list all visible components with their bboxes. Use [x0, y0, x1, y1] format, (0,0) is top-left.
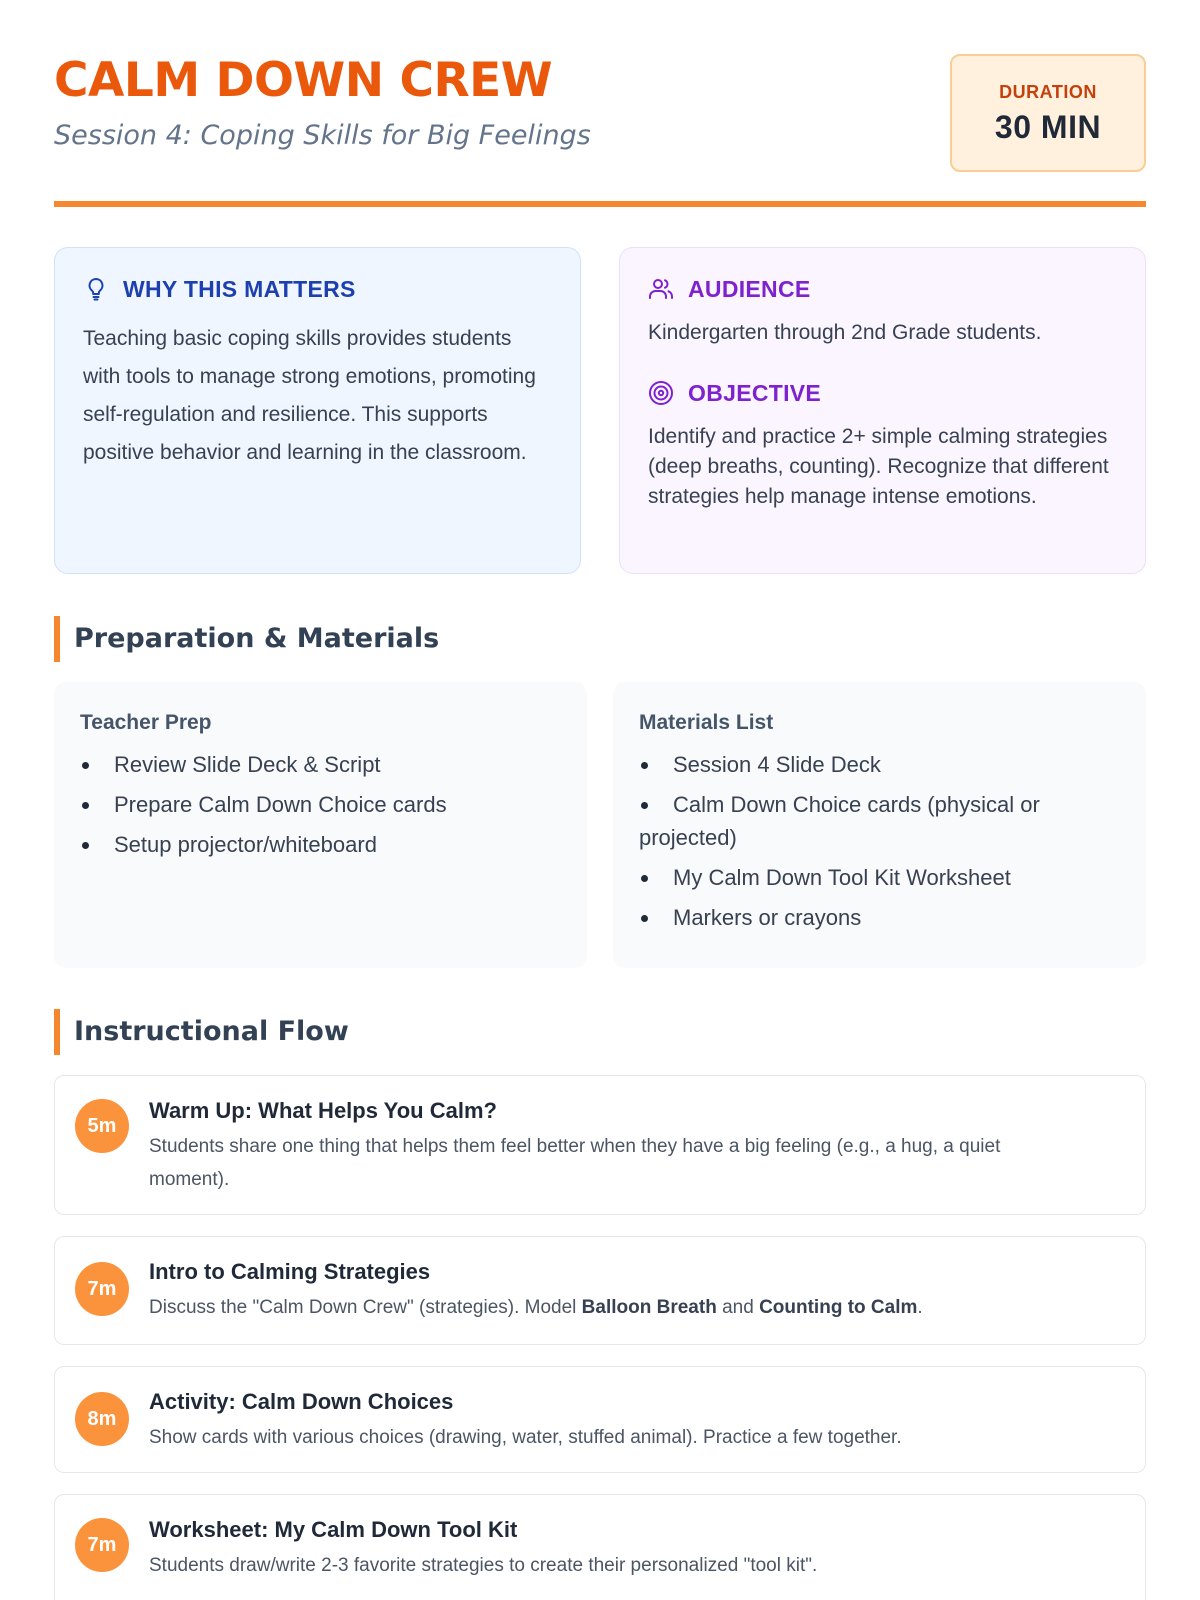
list-item: Markers or crayons [639, 901, 1120, 934]
step-description-text: Students share one thing that helps them feel better when they have a big feeling (e.g., a hug, a quiet moment). [149, 1136, 1001, 1190]
step-description [149, 1291, 1085, 1324]
audience-heading-label: AUDIENCE [688, 275, 811, 302]
time-badge: 8m [75, 1392, 129, 1446]
step-description-text: Show cards with various choices (drawing, water, stuffed animal). Practice a few together. [149, 1427, 902, 1448]
step-title: Warm Up: What Helps You Calm? [149, 1098, 497, 1123]
audience-text: Kindergarten through 2nd Grade students. [648, 321, 1042, 344]
list-item: Prepare Calm Down Choice cards [80, 788, 561, 821]
header [54, 0, 1146, 207]
step-title: Worksheet: My Calm Down Tool Kit [149, 1517, 518, 1542]
step-description [149, 1549, 1085, 1582]
teacher-prep-title: Teacher Prep [80, 711, 212, 734]
step-description [149, 1130, 1085, 1196]
why-heading [83, 274, 554, 304]
duration-value: 30 MIN [994, 109, 1102, 145]
teacher-prep-card [54, 682, 587, 968]
users-icon [648, 276, 674, 302]
objective-heading-label: OBJECTIVE [688, 379, 822, 406]
duration-badge [950, 54, 1146, 172]
target-icon [648, 380, 674, 406]
flow-step-1 [54, 1075, 1146, 1215]
materials-list-title: Materials List [639, 711, 774, 734]
duration-label: DURATION [999, 82, 1097, 102]
step-description-text: Students draw/write 2-3 favorite strategies to create their personalized "tool kit". [149, 1555, 818, 1576]
time-badge: 7m [75, 1518, 129, 1572]
step-description-text: Discuss the "Calm Down Crew" (strategies). Model [149, 1297, 582, 1318]
list-item: Calm Down Choice cards (physical or projected) [639, 788, 1120, 854]
preparation-row [54, 682, 1146, 968]
step-title: Activity: Calm Down Choices [149, 1389, 454, 1414]
strategy-name: Balloon Breath [581, 1297, 717, 1318]
why-this-matters-card [54, 247, 581, 574]
step-title: Intro to Calming Strategies [149, 1259, 431, 1284]
list-item: Review Slide Deck & Script [80, 748, 561, 781]
lightbulb-icon [83, 276, 109, 302]
list-item: Setup projector/whiteboard [80, 828, 561, 861]
objective-text: Identify and practice 2+ simple calming strategies (deep breaths, counting). Recognize that different strategies help manage intense emotions. [648, 425, 1109, 508]
materials-list [639, 748, 1120, 934]
page-title: CALM DOWN CREW [54, 53, 553, 108]
materials-list-card [613, 682, 1146, 968]
flow-step-4 [54, 1494, 1146, 1600]
flow-step-2 [54, 1236, 1146, 1345]
objective-heading [648, 378, 1119, 408]
teacher-prep-list [80, 748, 561, 861]
page-subtitle: Session 4: Coping Skills for Big Feelings [54, 120, 591, 151]
step-description-text: . [917, 1297, 923, 1318]
section-heading-preparation: Preparation & Materials [54, 616, 439, 662]
info-row [54, 247, 1146, 574]
why-heading-label: WHY THIS MATTERS [123, 275, 356, 302]
audience-heading [648, 274, 1119, 304]
why-text: Teaching basic coping skills provides students with tools to manage strong emotions, promoting self-regulation and resilience. This supports positive behavior and learning in the classroom. [83, 327, 536, 464]
step-description-text: and [716, 1297, 760, 1318]
section-heading-instructional-flow: Instructional Flow [54, 1009, 349, 1055]
flow-step-3 [54, 1366, 1146, 1473]
strategy-name: Counting to Calm [759, 1297, 918, 1318]
step-description [149, 1421, 1085, 1454]
list-item: My Calm Down Tool Kit Worksheet [639, 861, 1120, 894]
time-badge: 5m [75, 1099, 129, 1153]
list-item: Session 4 Slide Deck [639, 748, 1120, 781]
audience-objective-card [619, 247, 1146, 574]
time-badge: 7m [75, 1262, 129, 1316]
